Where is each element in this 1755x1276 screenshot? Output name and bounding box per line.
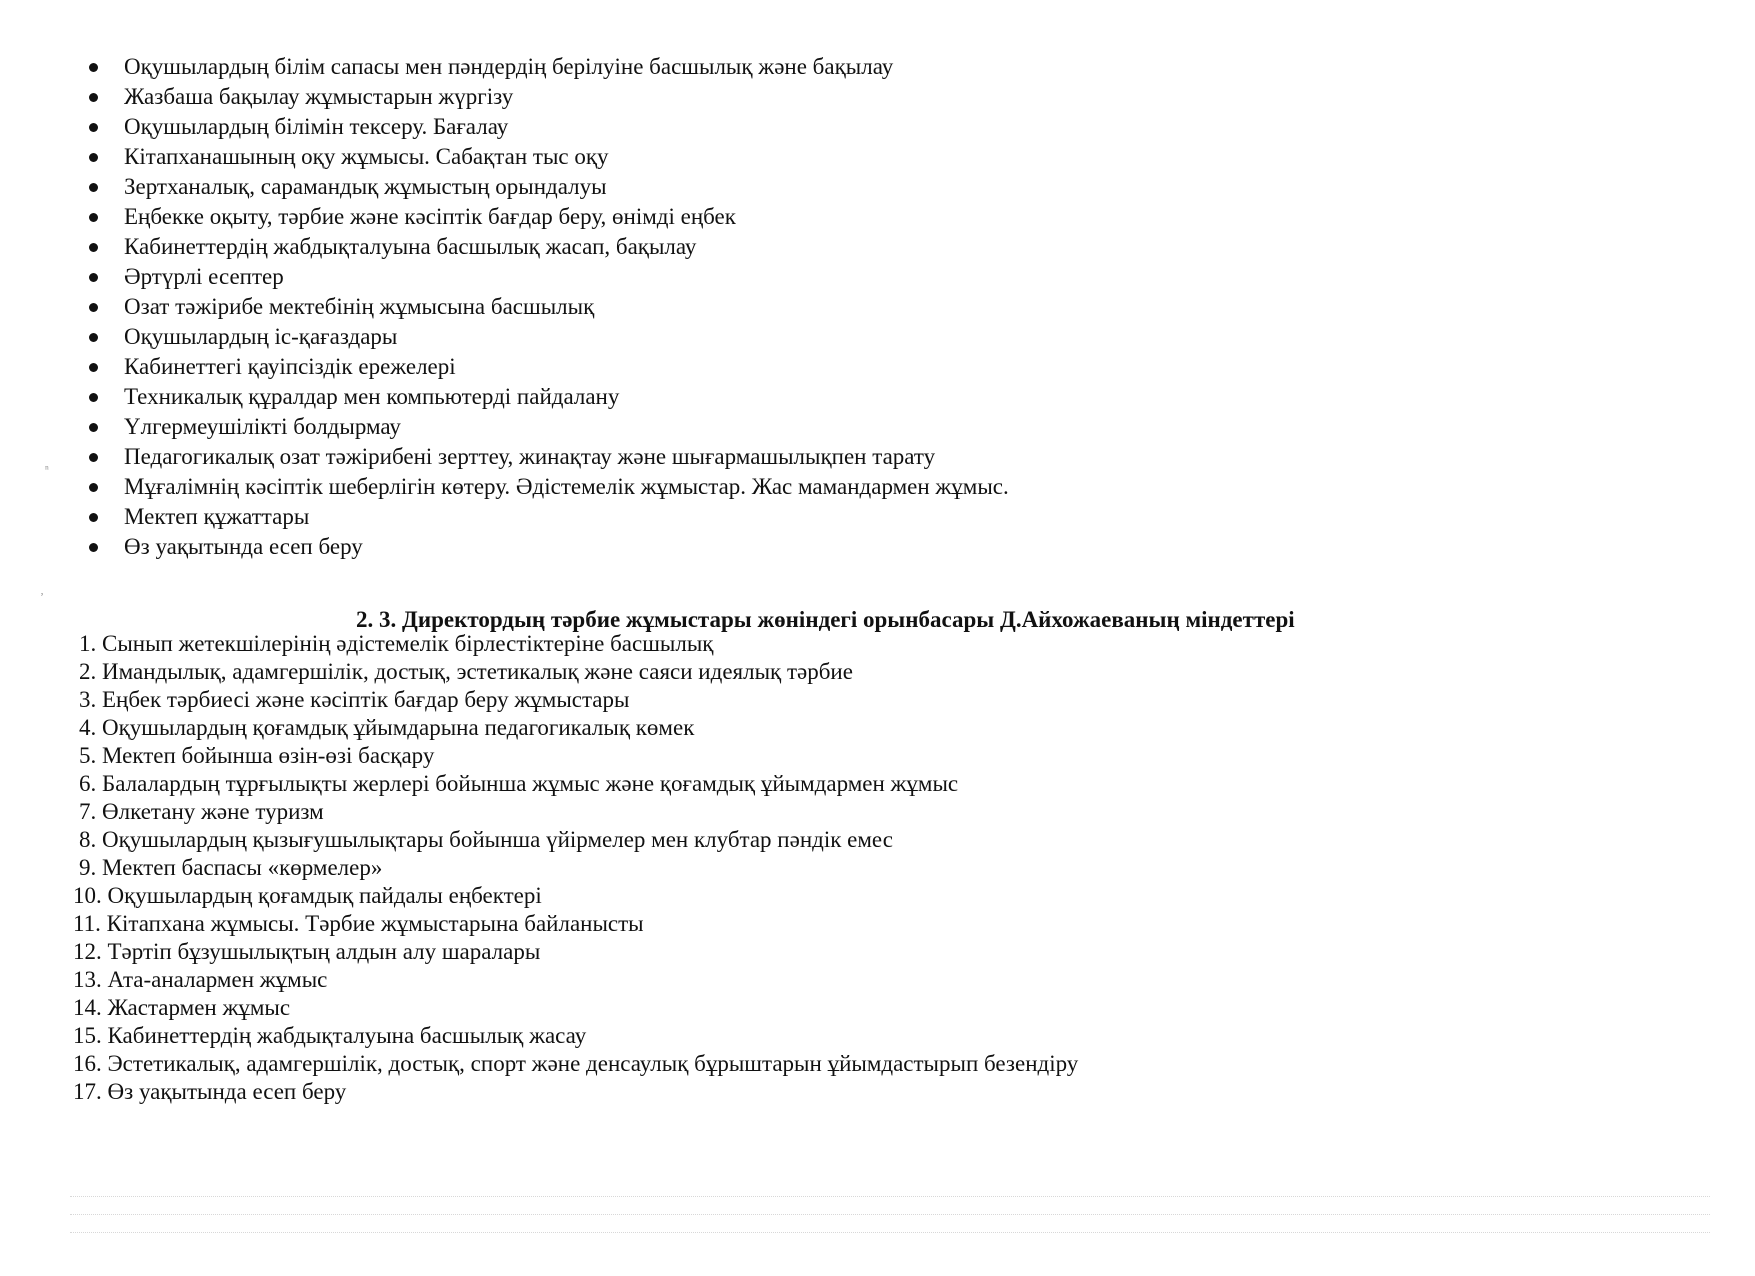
list-item: 12. Тәртіп бұзушылықтың алдын алу шаралары [73,939,541,964]
list-item-text: Кабинеттегі қауіпсіздік ережелері [124,354,456,379]
list-item: 7. Өлкетану және туризм [79,799,324,824]
bullet-icon [89,213,98,222]
list-item: 4. Оқушылардың қоғамдық ұйымдарына педагогикалық көмек [79,715,695,740]
bullet-icon [89,393,98,402]
bullet-icon [89,363,98,372]
section-heading: 2. 3. Директордың тәрбие жұмыстары жөніндегі орынбасары Д.Айхожаеваның міндеттері [356,607,1295,632]
list-item [0,292,1755,322]
list-item [0,502,1755,532]
list-item-text: Әртүрлі есептер [124,264,284,289]
list-item [0,322,1755,352]
bullet-icon [89,243,98,252]
scan-speck-mark: ʼ [40,590,44,604]
bullet-icon [89,453,98,462]
list-item: 10. Оқушылардың қоғамдық пайдалы еңбектері [73,883,542,908]
scan-noise-line [70,1214,1710,1216]
list-item [0,202,1755,232]
list-item-text: Техникалық құралдар мен компьютерді пайдалану [124,384,620,409]
list-item: 5. Мектеп бойынша өзін-өзі басқару [79,743,435,768]
list-item [0,352,1755,382]
list-item-text: Өз уақытында есеп беру [124,534,363,559]
list-item: 9. Мектеп баспасы «көрмелер» [79,855,383,880]
list-item [0,412,1755,442]
bullet-icon [89,303,98,312]
bullet-icon [89,123,98,132]
list-item-text: Зертханалық, сарамандық жұмыстың орындалуы [124,174,607,199]
list-item: 13. Ата-аналармен жұмыс [73,967,328,992]
list-item-text: Кабинеттердің жабдықталуына басшылық жасап, бақылау [124,234,697,259]
bullet-icon [89,273,98,282]
list-item: 3. Еңбек тәрбиесі және кәсіптік бағдар беру жұмыстары [79,687,630,712]
list-item: 14. Жастармен жұмыс [73,995,291,1020]
list-item [0,532,1755,562]
list-item [0,112,1755,142]
list-item-text: Педагогикалық озат тәжірибені зерттеу, жинақтау және шығармашылықпен тарату [124,444,936,469]
list-item: 15. Кабинеттердің жабдықталуына басшылық жасау [73,1023,587,1048]
list-item-text: Жазбаша бақылау жұмыстарын жүргізу [124,84,514,109]
list-item-text: Кітапханашының оқу жұмысы. Сабақтан тыс оқу [124,144,609,169]
bullet-icon [89,423,98,432]
list-item: 8. Оқушылардың қызығушылықтары бойынша үйірмелер мен клубтар пәндік емес [79,827,893,852]
list-item-text: Оқушылардың іс-қағаздары [124,324,398,349]
list-item [0,52,1755,82]
list-item [0,82,1755,112]
list-item [0,382,1755,412]
scan-speck-mark: ⁿ [45,462,49,476]
list-item: 16. Эстетикалық, адамгершілік, достық, спорт және денсаулық бұрыштарын ұйымдастырып безендіру [73,1051,1079,1076]
bullet-icon [89,183,98,192]
bullet-icon [89,483,98,492]
bullet-icon [89,153,98,162]
list-item [0,262,1755,292]
scan-noise-line [70,1232,1710,1234]
list-item: 2. Имандылық, адамгершілік, достық, эстетикалық және саяси идеялық тәрбие [79,659,853,684]
list-item-text: Оқушылардың білімін тексеру. Бағалау [124,114,509,139]
list-item-text: Озат тәжірибе мектебінің жұмысына басшылық [124,294,595,319]
list-item [0,142,1755,172]
bullet-icon [89,63,98,72]
list-item: 11. Кітапхана жұмысы. Тәрбие жұмыстарына байланысты [73,911,644,936]
list-item: 6. Балалардың тұрғылықты жерлері бойынша жұмыс және қоғамдық ұйымдармен жұмыс [79,771,959,796]
list-item-text: Оқушылардың білім сапасы мен пәндердің берілуіне басшылық және бақылау [124,54,894,79]
list-item-text: Еңбекке оқыту, тәрбие және кәсіптік бағдар беру, өнімді еңбек [124,204,736,229]
list-item: 1. Сынып жетекшілерінің әдістемелік бірлестіктеріне басшылық [79,631,714,656]
bullet-icon [89,93,98,102]
list-item-text: Үлгермеушілікті болдырмау [124,414,401,439]
bullet-icon [89,513,98,522]
list-item: 17. Өз уақытында есеп беру [73,1079,347,1104]
list-item-text: Мектеп құжаттары [124,504,310,529]
scan-noise-line [70,1196,1710,1198]
list-item [0,232,1755,262]
bullet-icon [89,333,98,342]
list-item [0,172,1755,202]
list-item [0,442,1755,472]
list-item-text: Мұғалімнің кәсіптік шеберлігін көтеру. Әдістемелік жұмыстар. Жас мамандармен жұмыс. [124,474,1009,499]
list-item [0,472,1755,502]
bullet-icon [89,543,98,552]
